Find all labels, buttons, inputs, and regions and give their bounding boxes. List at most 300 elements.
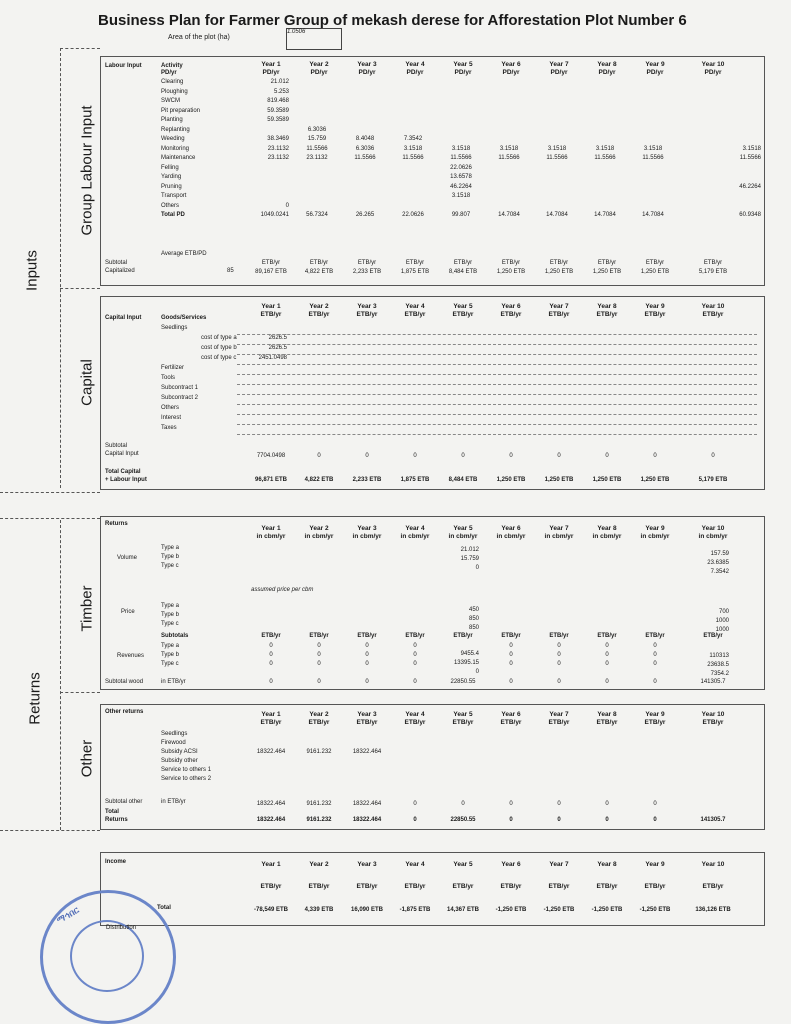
activity-name: Clearing	[161, 79, 184, 85]
year-header: Year 9	[645, 861, 665, 868]
year-header: Year 6	[501, 711, 521, 718]
year-header: Year 7	[549, 861, 569, 868]
bracket-divider-1	[60, 288, 100, 289]
year-header: Year 1	[261, 861, 281, 868]
year-header: Year 3	[357, 711, 377, 718]
year-header: Year 9	[645, 711, 665, 718]
activity-name: Felling	[161, 164, 179, 171]
year-header: Year 7	[549, 525, 569, 532]
activity-name: Maintenance	[161, 155, 196, 161]
year-header: Year 5	[453, 861, 473, 868]
year-unit: ETB/yr	[548, 719, 570, 726]
inputs-bracket-bottom	[0, 492, 100, 493]
capital-row-line	[237, 354, 757, 355]
row-value: 8,484 ETB	[448, 477, 478, 483]
avg-etb-value: 85	[227, 268, 234, 274]
row-value: 0	[413, 453, 417, 459]
labour-y5: 13.6578	[450, 174, 472, 180]
capital-row-line	[237, 434, 757, 435]
row-value: 0	[317, 679, 321, 685]
year-unit: ETB/yr	[308, 311, 330, 318]
year-unit: ETB/yr	[644, 311, 666, 318]
etb-header: ETB/yr	[357, 633, 377, 639]
row-value: 14,367 ETB	[446, 907, 480, 913]
labour-y6-9: 11.5566	[546, 155, 568, 161]
year-unit: in cbm/yr	[640, 533, 670, 540]
year-unit: ETB/yr	[596, 311, 618, 318]
year-header: Year 1	[261, 61, 281, 68]
type-label: Type b	[161, 554, 180, 560]
row-value: 16,090 ETB	[350, 907, 384, 913]
row-value: 1,875 ETB	[400, 269, 430, 275]
year-header: Year 5	[453, 303, 473, 310]
assumed-price-label: assumed price per cbm	[251, 587, 314, 593]
labour-y6-9: 3.1518	[547, 145, 567, 152]
year-header: Year 8	[597, 525, 617, 532]
year-unit: ETB/yr	[644, 719, 666, 726]
value-cell: 0	[475, 565, 479, 571]
timber-label: Timber	[78, 585, 96, 632]
labour-y6-9: 3.1518	[595, 145, 615, 152]
labour-y1: 23.1132	[267, 145, 289, 152]
labour-y4: 7.3542	[403, 136, 423, 142]
other-item: Firewood	[161, 740, 186, 746]
year-unit: ETB/yr	[500, 883, 522, 890]
value-cell: 2626.5	[268, 345, 287, 351]
type-label: Type a	[161, 603, 180, 609]
labour-y1: 0	[285, 202, 289, 209]
type-label: Type a	[161, 643, 180, 649]
year-unit: in cbm/yr	[592, 533, 622, 540]
year-header: Year 6	[501, 61, 521, 68]
capital-row-line	[237, 414, 757, 415]
subtotal-label: Subtotal	[105, 260, 128, 266]
row-value: 1,250 ETB	[640, 477, 670, 483]
total-returns-label: Total	[105, 809, 119, 815]
capital-item: Others	[161, 405, 180, 411]
year-header: Year 4	[405, 303, 425, 310]
activity-label: Activity	[161, 63, 183, 69]
labour-y2: 23.1132	[306, 155, 328, 161]
capital-item: Subcontract 1	[161, 385, 199, 391]
capital-item: Interest	[161, 415, 182, 421]
row-value: 0	[509, 801, 513, 807]
etb-header: ETB/yr	[703, 633, 723, 639]
row-value: -1,875 ETB	[399, 907, 431, 913]
capitalized-label: Capitalized	[105, 268, 135, 274]
subtotal-unit: ETB/yr	[357, 260, 377, 266]
zero-cell: 0	[413, 652, 417, 658]
other-item: Subsidy ACSI	[161, 749, 198, 755]
type-label: Type c	[161, 661, 179, 667]
labour-y1: 59.3589	[267, 107, 289, 114]
type-label: Type c	[161, 621, 179, 627]
year-header: Year 2	[309, 61, 329, 68]
year-header: Year 2	[309, 711, 329, 718]
year-unit: in cbm/yr	[304, 533, 334, 540]
returns-section-label: Returns	[105, 521, 128, 527]
year-unit: ETB/yr	[404, 719, 426, 726]
year-unit: ETB/yr	[356, 719, 378, 726]
year-unit: in cbm/yr	[400, 533, 430, 540]
year-header: Year 7	[549, 711, 569, 718]
activity-name: Planting	[161, 117, 183, 123]
value-cell: 9455.4	[460, 651, 479, 657]
other-returns-label: Other returns	[105, 709, 144, 715]
year-unit: ETB/yr	[644, 883, 666, 890]
value-cell: 1000	[715, 627, 729, 633]
year-header: Year 10	[701, 303, 725, 310]
avg-etb-label: Average ETB/PD	[161, 251, 207, 257]
value-cell: 23638.5	[707, 662, 729, 668]
capital-subtotal-label2: Capital Input	[105, 451, 139, 457]
labour-y6-9: 3.1518	[643, 145, 663, 152]
zero-cell: 0	[557, 661, 561, 667]
row-value: 0	[461, 453, 465, 459]
year-header: Year 3	[357, 861, 377, 868]
total-capital-label2: + Labour Input	[105, 477, 147, 483]
activity-unit: PD/yr	[161, 70, 177, 76]
year-unit: PD/yr	[358, 69, 376, 76]
activity-name: Pruning	[161, 183, 182, 190]
year-header: Year 1	[261, 711, 281, 718]
year-unit: ETB/yr	[500, 719, 522, 726]
year-header: Year 5	[453, 61, 473, 68]
row-value: 0	[557, 679, 561, 685]
type-label: Type b	[161, 652, 180, 658]
year-header: Year 6	[501, 525, 521, 532]
row-value: 8,484 ETB	[448, 269, 478, 275]
subtotal-unit: ETB/yr	[645, 260, 665, 266]
year-unit: in cbm/yr	[448, 533, 478, 540]
year-header: Year 3	[357, 61, 377, 68]
etb-header: ETB/yr	[501, 633, 521, 639]
year-unit: in cbm/yr	[698, 533, 728, 540]
zero-cell: 0	[413, 643, 417, 649]
year-header: Year 7	[549, 303, 569, 310]
row-value: 141305.7	[700, 817, 726, 823]
labour-y6-9: 14.7084	[546, 212, 568, 218]
zero-cell: 0	[269, 661, 273, 667]
value-cell: 13395.15	[453, 660, 479, 666]
row-value: 0	[365, 679, 369, 685]
zero-cell: 0	[317, 643, 321, 649]
year-unit: ETB/yr	[452, 883, 474, 890]
labour-y1: 59.3589	[267, 117, 289, 123]
labour-y4: 11.5566	[402, 155, 424, 161]
row-value: 18322.464	[256, 801, 286, 807]
goods-services-label: Goods/Services	[161, 315, 207, 321]
capital-section	[100, 296, 765, 490]
other-item: Service to others 2	[161, 776, 212, 782]
group-labour-label: Group Labour Input	[78, 105, 96, 236]
year-unit: ETB/yr	[308, 719, 330, 726]
subtotal-unit: ETB/yr	[501, 260, 521, 266]
row-value: 141305.7	[700, 679, 726, 685]
year-header: Year 6	[501, 861, 521, 868]
etb-header: ETB/yr	[597, 633, 617, 639]
row-value: 1,250 ETB	[640, 269, 670, 275]
row-value: 0	[653, 817, 657, 823]
labour-y5: 11.5566	[450, 155, 472, 161]
year-header: Year 3	[357, 303, 377, 310]
year-unit: PD/yr	[646, 69, 664, 76]
capital-row-line	[237, 394, 757, 395]
row-value: 9161.232	[306, 801, 332, 807]
stamp-text: ማኅበር	[54, 904, 81, 926]
year-unit: PD/yr	[550, 69, 568, 76]
year-header: Year 5	[453, 525, 473, 532]
labour-y10: 46.2264	[739, 183, 761, 190]
activity-name: Others	[161, 202, 180, 209]
row-value: 0	[509, 817, 513, 823]
value-cell: 110313	[709, 653, 729, 659]
capital-row-line	[237, 334, 757, 335]
capital-item: Taxes	[161, 425, 177, 431]
total-returns-label2: Returns	[105, 817, 128, 823]
subsidy-value: 18322.464	[256, 749, 286, 755]
year-header: Year 3	[357, 525, 377, 532]
subtotal-wood-unit: in ETB/yr	[161, 679, 186, 685]
capital-row-line	[237, 344, 757, 345]
row-value: 18322.464	[352, 817, 382, 823]
zero-cell: 0	[269, 652, 273, 658]
labour-y1: 21.012	[270, 79, 289, 85]
row-value: 18322.464	[352, 801, 382, 807]
year-header: Year 8	[597, 303, 617, 310]
value-cell: 700	[718, 609, 729, 615]
row-value: 1,250 ETB	[544, 269, 574, 275]
capital-input-label: Capital Input	[105, 315, 142, 321]
activity-name: Pit preparation	[161, 107, 201, 114]
labour-y10: 11.5566	[739, 155, 761, 161]
zero-cell: 0	[653, 661, 657, 667]
row-value: 22850.55	[450, 817, 476, 823]
inputs-bracket	[60, 48, 61, 488]
row-value: 0	[557, 453, 561, 459]
year-header: Year 10	[701, 525, 725, 532]
zero-cell: 0	[317, 661, 321, 667]
labour-y2: 15.759	[307, 136, 327, 142]
value-cell: 23.6385	[707, 560, 729, 566]
zero-cell: 0	[557, 643, 561, 649]
subsidy-value: 18322.464	[352, 749, 382, 755]
value-cell: 2626.5	[268, 335, 287, 341]
row-value: 0	[509, 453, 513, 459]
capital-row-line	[237, 374, 757, 375]
labour-y2: 6.3036	[307, 126, 327, 133]
year-unit: ETB/yr	[404, 311, 426, 318]
year-header: Year 1	[261, 525, 281, 532]
year-header: Year 5	[453, 711, 473, 718]
type-label: Type c	[161, 563, 179, 569]
row-value: -1,250 ETB	[495, 907, 527, 913]
zero-cell: 0	[557, 652, 561, 658]
row-value: 0	[557, 801, 561, 807]
row-value: 0	[413, 801, 417, 807]
year-header: Year 10	[701, 61, 725, 68]
year-unit: ETB/yr	[356, 883, 378, 890]
year-header: Year 8	[597, 61, 617, 68]
returns-bracket-top	[0, 518, 100, 519]
row-value: -78,549 ETB	[253, 907, 289, 913]
year-unit: ETB/yr	[500, 311, 522, 318]
year-header: Year 2	[309, 861, 329, 868]
volume-label: Volume	[117, 555, 138, 561]
row-value: 0	[269, 679, 273, 685]
row-value: 18322.464	[256, 817, 286, 823]
zero-cell: 0	[653, 643, 657, 649]
value-cell: 1000	[715, 618, 729, 624]
income-label: Income	[105, 859, 127, 865]
row-value: 0	[653, 801, 657, 807]
row-value: 0	[413, 817, 417, 823]
labour-y1: 1049.0241	[260, 212, 289, 218]
capital-item: Seedlings	[161, 325, 188, 331]
timber-section	[100, 516, 765, 690]
year-unit: ETB/yr	[596, 883, 618, 890]
total-capital-label: Total Capital	[105, 469, 141, 475]
area-value-text: 1.0506	[287, 29, 306, 35]
year-header: Year 8	[597, 861, 617, 868]
row-value: 0	[605, 817, 609, 823]
year-unit: ETB/yr	[260, 883, 282, 890]
year-header: Year 8	[597, 711, 617, 718]
distribution-label: Distribution	[106, 925, 137, 931]
labour-y10: 3.1518	[742, 145, 761, 152]
value-cell: 850	[468, 616, 479, 622]
inputs-label: Inputs	[23, 250, 41, 291]
capital-row-line	[237, 404, 757, 405]
capital-subtotal-label: Subtotal	[105, 443, 128, 449]
labour-y5: 3.1518	[451, 145, 471, 152]
subtotal-unit: ETB/yr	[453, 260, 473, 266]
etb-header: ETB/yr	[645, 633, 665, 639]
year-unit: ETB/yr	[260, 311, 282, 318]
labour-y2: 11.5566	[306, 145, 328, 152]
subtotal-unit: ETB/yr	[549, 260, 569, 266]
year-header: Year 4	[405, 61, 425, 68]
year-unit: PD/yr	[704, 69, 722, 76]
labour-y1: 38.3469	[267, 136, 289, 142]
row-value: 1,875 ETB	[400, 477, 430, 483]
row-value: 0	[605, 801, 609, 807]
zero-cell: 0	[605, 652, 609, 658]
zero-cell: 0	[365, 652, 369, 658]
row-value: -1,250 ETB	[543, 907, 575, 913]
row-value: 22850.55	[450, 679, 476, 685]
row-value: 0	[605, 679, 609, 685]
year-header: Year 6	[501, 303, 521, 310]
year-header: Year 9	[645, 61, 665, 68]
capital-label: Capital	[78, 359, 96, 406]
labour-y1: 23.1132	[267, 155, 289, 161]
year-unit: ETB/yr	[596, 719, 618, 726]
labour-y1: 5.253	[273, 88, 289, 95]
row-value: 1,250 ETB	[544, 477, 574, 483]
subtotal-other-label: Subtotal other	[105, 799, 143, 805]
other-item: Subsidy other	[161, 758, 198, 764]
row-value: 0	[605, 453, 609, 459]
year-header: Year 10	[701, 861, 725, 868]
subsidy-value: 9161.232	[306, 749, 332, 755]
row-value: 7704.0498	[256, 453, 286, 459]
zero-cell: 0	[269, 643, 273, 649]
row-value: 0	[413, 679, 417, 685]
row-value: 5,179 ETB	[698, 269, 728, 275]
revenues-label: Revenues	[117, 653, 145, 659]
row-value: 2,233 ETB	[352, 269, 382, 275]
activity-name: Replanting	[161, 126, 190, 133]
year-unit: in cbm/yr	[496, 533, 526, 540]
activity-name: SWCM	[161, 98, 180, 104]
row-value: -1,250 ETB	[639, 907, 671, 913]
subtotals-label: Subtotals	[161, 633, 189, 639]
year-unit: PD/yr	[310, 69, 328, 76]
year-header: Year 4	[405, 861, 425, 868]
year-unit: ETB/yr	[548, 883, 570, 890]
labour-y3: 11.5566	[354, 155, 376, 161]
row-value: 5,179 ETB	[698, 477, 728, 483]
area-label: Area of the plot (ha)	[168, 34, 230, 41]
year-unit: in cbm/yr	[256, 533, 286, 540]
income-section	[100, 852, 765, 926]
labour-y4: 3.1518	[403, 145, 423, 152]
etb-header: ETB/yr	[309, 633, 329, 639]
year-header: Year 9	[645, 303, 665, 310]
etb-header: ETB/yr	[453, 633, 473, 639]
row-value: 136,126 ETB	[695, 907, 731, 913]
value-cell: 7.3542	[710, 569, 729, 575]
value-cell: 15.759	[460, 556, 479, 562]
zero-cell: 0	[317, 652, 321, 658]
capital-item: cost of type a	[201, 335, 237, 341]
labour-y5: 99.807	[451, 212, 471, 218]
row-value: 4,822 ETB	[304, 477, 334, 483]
row-value: 96,871 ETB	[254, 477, 288, 483]
price-label: Price	[121, 609, 135, 615]
capital-item: Fertilizer	[161, 365, 185, 371]
capital-item: Tools	[161, 375, 176, 381]
row-value: 1,250 ETB	[496, 477, 526, 483]
capital-item: Subcontract 2	[161, 395, 199, 401]
subtotal-unit: ETB/yr	[703, 260, 723, 266]
returns-label: Returns	[26, 672, 44, 725]
zero-cell: 0	[509, 652, 513, 658]
type-label: Type a	[161, 545, 180, 551]
year-header: Year 7	[549, 61, 569, 68]
zero-cell: 0	[509, 661, 513, 667]
year-unit: in cbm/yr	[544, 533, 574, 540]
inputs-bracket-top	[60, 48, 100, 49]
etb-header: ETB/yr	[549, 633, 569, 639]
row-value: 9161.232	[306, 817, 332, 823]
year-unit: ETB/yr	[308, 883, 330, 890]
value-cell: 21.012	[460, 547, 479, 553]
subtotal-unit: ETB/yr	[261, 260, 281, 266]
row-value: 0	[711, 453, 715, 459]
capital-item: cost of type b	[201, 345, 237, 351]
subtotal-unit: ETB/yr	[309, 260, 329, 266]
subtotal-wood-label: Subtotal wood	[105, 679, 144, 685]
row-value: 1,250 ETB	[496, 269, 526, 275]
year-unit: ETB/yr	[260, 719, 282, 726]
year-unit: ETB/yr	[702, 719, 724, 726]
labour-y5: 22.0626	[450, 164, 472, 171]
zero-cell: 0	[365, 643, 369, 649]
value-cell: 450	[468, 607, 479, 613]
labour-y6-9: 14.7084	[642, 212, 664, 218]
